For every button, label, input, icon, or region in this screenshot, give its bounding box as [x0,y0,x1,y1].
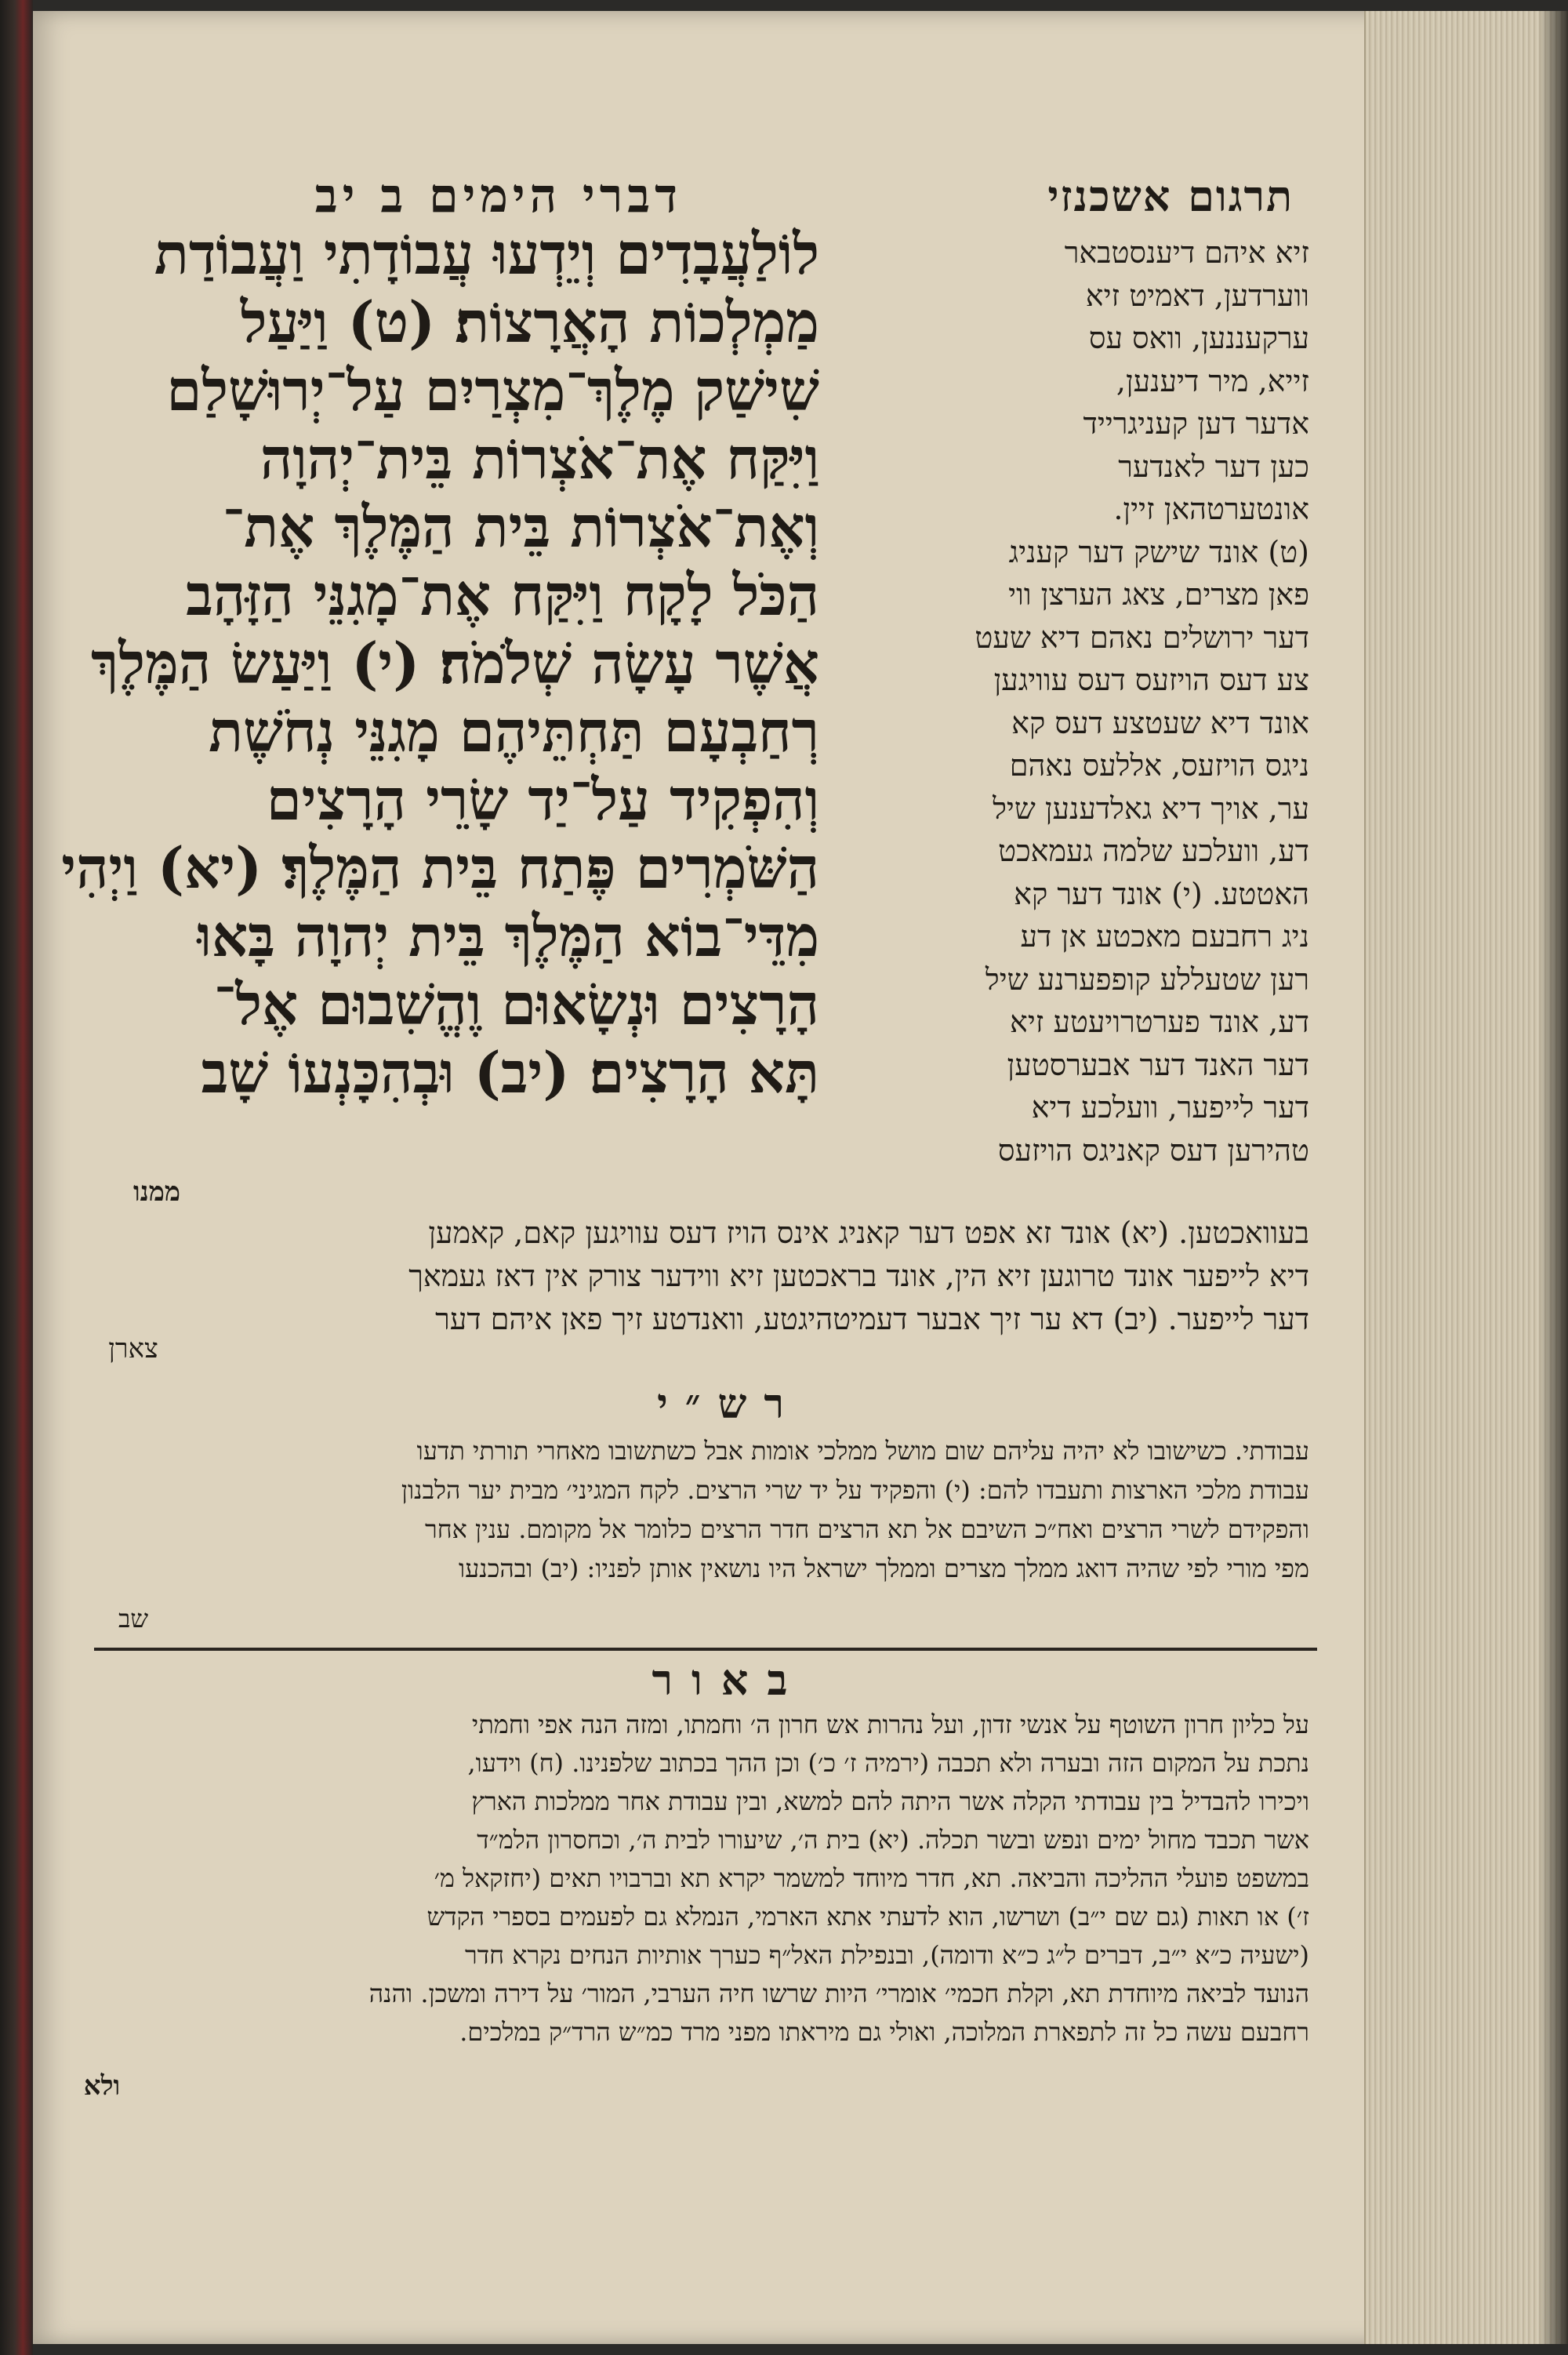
translation-line: צע דעס הויזעס דעס עוויגען [993,663,1309,697]
main-text-line: לוֹלַעֲבָדִים וְיֵדְעוּ עֲבוֹדָתִי וַעֲבוֹדַת [154,220,819,287]
rashi-heading: רש״י [657,1380,801,1428]
main-text-line: מַמְלְכוֹת הָאֲרָצוֹת׃ (ט) וַיַּעַל [240,289,819,355]
main-text-catchword: ממנו [132,1176,181,1208]
main-text-line: הָרָצִים וּנְשָׂאוּם וֶהֱשִׁבוּם אֶל־ [213,971,819,1038]
main-text-line: וְהִפְקִיד עַל־יַד שָׂרֵי הָרָצִים [266,766,819,833]
book-binding-edge [0,0,33,2355]
rashi-line: עבודתי. כשישובו לא יהיה עליהם שום מושל ממלכי אומות אבל כשתשובו מאחרי תורתי תדעו [416,1436,1309,1466]
main-text-line: וְאֶת־אֹצְרוֹת בֵּית הַמֶּלֶךְ אֶת־ [222,493,819,560]
translation-line: זיא איהם דיענסטבאר [1064,235,1309,270]
biur-catchword: ולא [83,2070,121,2102]
translation-line: (ט) אונד שישק דער קעניג [1008,534,1309,569]
biur-line: במשפט פועלי ההליכה והביאה. תא, חדר מיוחד למשמר יקרא תא וברבויו תאים (יחזקאל מ׳ [434,1863,1309,1893]
translation-catchword: צארן [108,1333,158,1365]
translation-full-width [67,1212,1309,1341]
rashi-line: עבודת מלכי הארצות ותעבדו להם: (י) והפקיד על יד שרי הרצים. לקח המגיני׳ מבית יער הלבנון [401,1475,1309,1505]
translation-line: זייא, מיר דיענען, [1116,363,1309,398]
translation-line: דע, אונד פערטרויעטע זיא [1010,1005,1309,1039]
rashi-commentary [67,1431,1309,1588]
translation-line: דער לייפער. (יב) דא ער זיך אבער דעמיטהיגטע, וואנדטע זיך פאן איהם דער [435,1302,1309,1336]
main-hebrew-text [61,220,819,1107]
translation-line: כען דער לאנדער [1118,449,1309,484]
translation-line: ווערדען, דאמיט זיא [1085,278,1309,313]
translation-column [808,231,1309,1172]
biur-heading: באור [652,1655,807,1705]
main-text-line: אֲשֶׁר עָשָׂה שְׁלֹמֹה׃ (י) וַיַּעַשׂ הַמֶּלֶךְ [91,630,819,696]
translation-line: אדער דען קעניגרייד [1083,406,1309,441]
translation-line: דער לייפער, וועלכע דיא [1031,1090,1309,1125]
rashi-catchword: שב [118,1604,149,1634]
translation-line: בעוואכטען. (יא) אונד זא אפט דער קאניג אינס הויז דעס עוויגען קאם, קאמען [428,1216,1309,1250]
translation-line: דיא לייפער אונד טרוגען זיא הין, אונד בראכטען זיא ווידער צורק אין דאז געמאך [408,1259,1309,1293]
section-divider [94,1648,1317,1651]
main-text-line: וַיִּקַּח אֶת־אֹצְרוֹת בֵּית־יְהוָה [260,425,819,492]
running-head-book: דברי הימים ב יב [314,169,682,224]
biur-line: נתכת על המקום הזה ובערה ולא תכבה (ירמיה ז׳ כ׳) וכן ההך בכתוב שלפנינו. (ח) וידעו, [467,1748,1309,1778]
main-text-line: תָּא הָרָצִים׃ (יב) וּבְהִכָּנְעוֹ שָׁב [201,1039,819,1106]
biur-line: רחבעם עשה כל זה לתפארת המלוכה, ואולי גם מיראתו מפני מרד כמ״ש הרד״ק במלכים. [459,2017,1309,2047]
rashi-line: מפי מורי לפי שהיה דואג ממלך מצרים וממלך ישראל היו נושאין אותן לפניו: (יב) ובהכנעו [459,1554,1309,1583]
main-text-line: הַכֹּל לָקָח וַיִּקַּח אֶת־מָגִנֵּי הַזָּהָב [186,561,819,628]
biur-line: ויכירו להבדיל בין עבודתי הקלה אשר היתה להם למשא, ובין עבודת אחר ממלכות הארץ [471,1786,1309,1816]
translation-line: דער האנד דער אבערסטען [1007,1047,1309,1082]
translation-line: ניגס הויזעס, אללעס נאהם [1009,748,1309,783]
translation-line: דער ירושלים נאהם דיא שעט [975,620,1309,655]
translation-line: ער, אויך דיא גאלדענען שיל [993,790,1309,826]
biur-line: ז׳) או תאות (גם שם י״ב) ושרשו, הוא לדעתי אתא הארמי, הנמלא גם לפעמים בספרי הקדש [426,1902,1309,1932]
page-stack-edge [1364,11,1568,2344]
translation-line: פאן מצרים, צאג הערצן ווי [1008,577,1309,612]
translation-line: טהירען דעס קאניגס הויזעס [997,1132,1309,1168]
biur-line: על כליון חרון השוטף על אנשי זדון, ועל נהרות אש חרון ה׳ וחמתו, ומזה הנה אפי וחמתי [471,1710,1309,1739]
translation-line: אונטערטהאן זיין. [1113,492,1309,526]
biur-line: הנועד לביאה מיוחדת תא, וקלת חכמי׳ אומרי׳ היות שרשו חיה הערבי, המור׳ על דירה ומשכן. והנה [368,1979,1309,2008]
main-text-line: הַשֹּׁמְרִים פֶּתַח בֵּית הַמֶּלֶךְ׃ (יא) וַיְהִי [61,834,819,901]
main-text-line: שִׁישַׁק מֶלֶךְ־מִצְרַיִם עַל־יְרוּשָׁלַם [166,357,819,423]
biur-commentary [67,1706,1309,2052]
translation-line: האטטע. (י) אונד דער קא [1014,876,1309,911]
biur-line: (ישעיה כ״א י״ב, דברים ל״ג כ״א ודומה), ובנפילת האל״ף כערך אותיות הנחים נקרא חדר [465,1940,1309,1970]
translation-line: ניג רחבעם מאכטע אן דע [1020,919,1309,954]
rashi-line: והפקידם לשרי הרצים ואח״כ השיבם אל תא הרצים חדר הרצים כלומר אל מקומם. ענין אחר [425,1514,1309,1544]
main-text-line: רְחַבְעָם תַּחְתֵּיהֶם מָגִנֵּי נְחֹשֶׁת [209,698,819,765]
translation-line: רען שטעללע קופפערנע שיל [985,961,1309,997]
translation-line: ערקעננען, וואס עס [1088,321,1309,355]
biur-line: אשר תכבד מחול ימים ונפש ובשר תכלה. (יא) בית ה׳, שיעורו לבית ה׳, וכחסרון הלמ״ד [477,1825,1309,1855]
main-text-line: מִדֵּי־בוֹא הַמֶּלֶךְ בֵּית יְהוָה בָּאוּ [197,903,819,969]
translation-line: אונד דיא שעטצע דעס קא [1011,705,1309,740]
running-head-translation: תרגום אשכנזי [1047,171,1294,221]
translation-line: דע, וועלכע שלמה געמאכט [998,834,1309,868]
